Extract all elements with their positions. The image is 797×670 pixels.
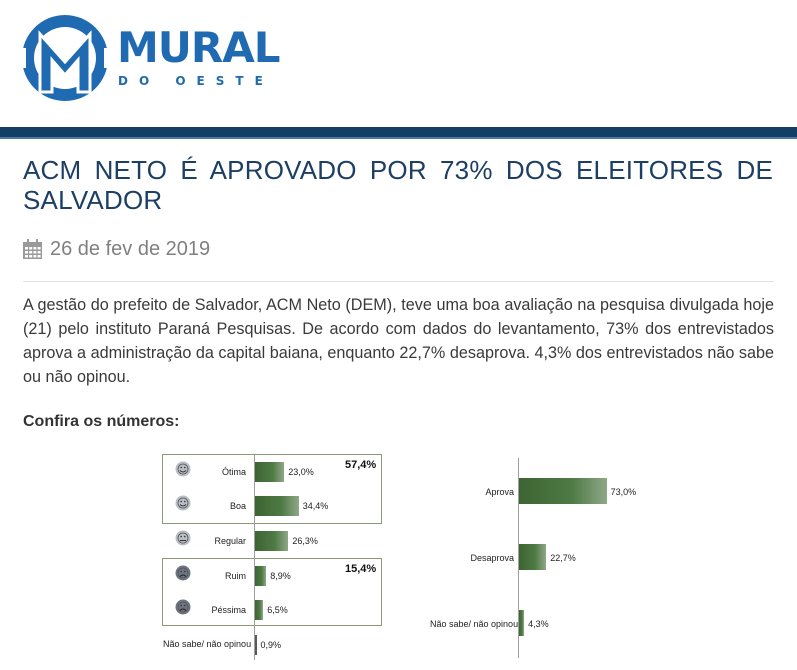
rating-bar (255, 635, 257, 655)
rating-label: Regular (214, 536, 246, 546)
site-header (0, 0, 797, 127)
article-subhead: Confira os números: (23, 413, 180, 430)
approval-value-label: 4,3% (528, 619, 549, 629)
article-date: 26 de fev de 2019 (50, 237, 211, 260)
approval-label: Aprova (485, 487, 514, 497)
rating-bar (255, 496, 299, 516)
approval-chart (420, 452, 660, 662)
rating-axis (254, 454, 255, 660)
approval-bar (519, 610, 524, 636)
rating-value-label: 26,3% (292, 536, 318, 546)
rating-bar (255, 462, 284, 482)
brand-name[interactable]: MURAL (117, 23, 280, 72)
rating-label: Não sabe/ não opinou (163, 639, 252, 649)
approval-label: Desaprova (470, 553, 514, 563)
rating-label: Ruim (224, 571, 246, 581)
rating-bar (255, 531, 288, 551)
rating-value-label: 23,0% (288, 467, 314, 477)
divider (23, 281, 774, 282)
rating-value-label: 6,5% (267, 605, 288, 615)
approval-value-label: 73,0% (610, 487, 637, 497)
rating-label: Ótima (221, 467, 246, 477)
rating-value-label: 0,9% (260, 640, 282, 650)
negative-total: 15,4% (345, 563, 377, 575)
approval-bar (519, 478, 607, 504)
calendar-icon (23, 239, 42, 259)
mural-logo-icon[interactable] (20, 12, 110, 104)
positive-total: 57,4% (345, 459, 377, 471)
rating-value-label: 8,9% (270, 571, 291, 581)
rating-value-label: 34,4% (302, 501, 329, 511)
rating-label: Péssima (211, 605, 246, 615)
article-date-row (23, 236, 210, 262)
rating-bar (255, 566, 266, 586)
approval-value-label: 22,7% (550, 553, 576, 563)
article-body: A gestão do prefeito de Salvador, ACM Neto (DEM), teve uma boa avaliação na pesquisa divulgada hoje (21) pelo instituto Paraná Pesquisas. De acordo com dados do levantamento, 73% dos entrevistados aprova a administração da capital baiana, enquanto 22,7% desaprova. 4,3% dos entrevistados não sabe ou não opinou. (23, 296, 774, 386)
brand-tagline: DO OESTE (118, 74, 274, 88)
rating-bar (255, 600, 263, 620)
header-band-thin (0, 137, 797, 139)
header-band (0, 127, 797, 137)
rating-label: Boa (229, 501, 246, 511)
approval-label: Não sabe/ não opinou (430, 619, 519, 629)
rating-chart (158, 452, 398, 662)
approval-bar (519, 544, 546, 570)
article-title: ACM NETO É APROVADO POR 73% DOS ELEITORES DE SALVADOR (23, 155, 773, 215)
